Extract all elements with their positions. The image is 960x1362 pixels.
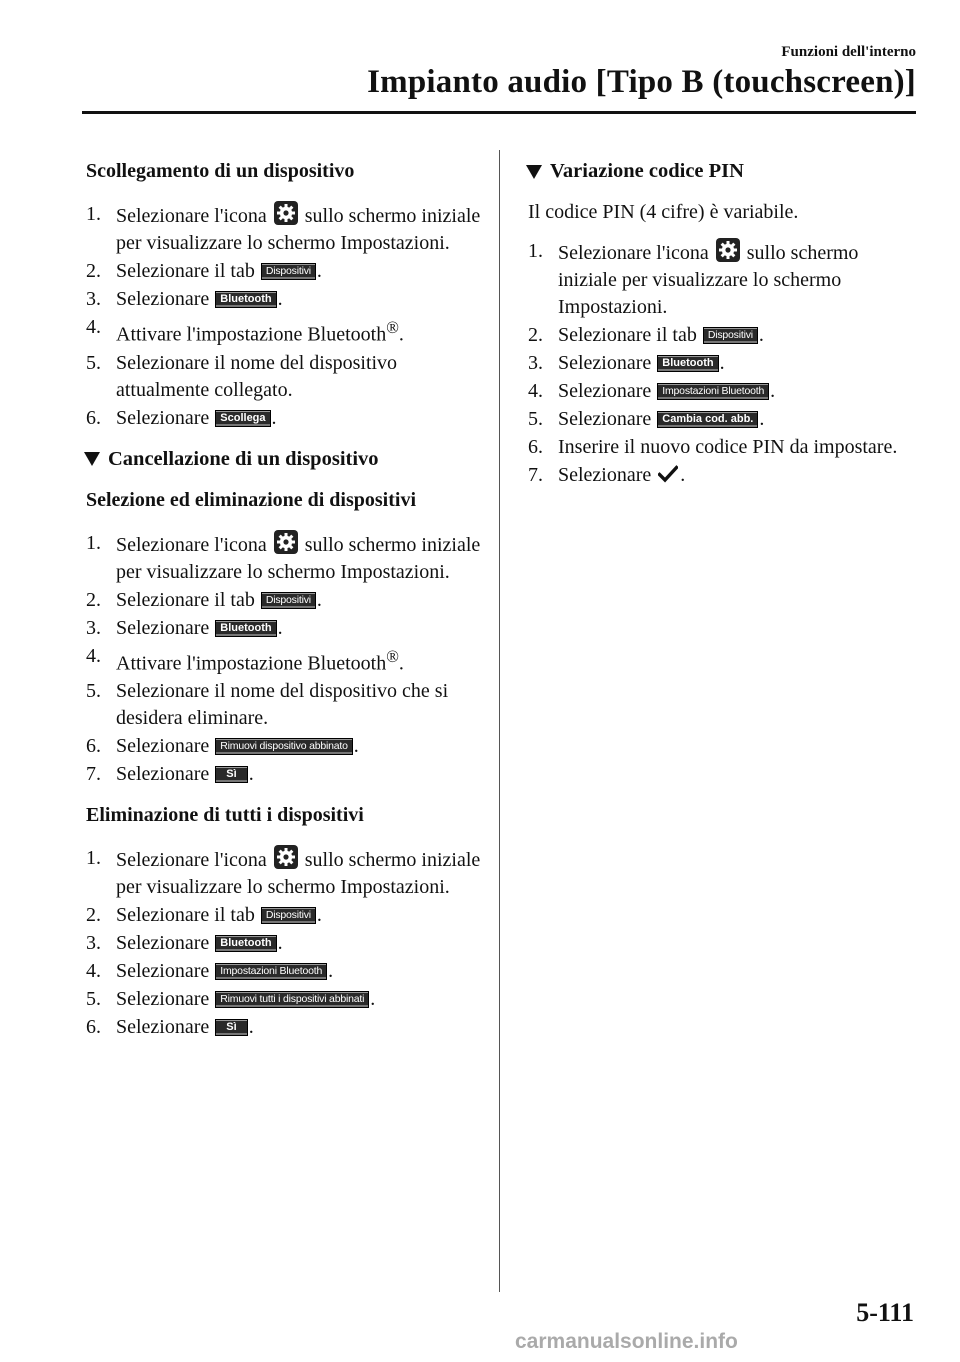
step-item [528,322,918,349]
step-item [86,405,486,432]
step-number: 1. [86,203,101,225]
step-text: . [277,616,283,639]
step-number: 3. [86,288,101,310]
step-number: 5. [86,988,101,1011]
step-item [86,902,486,929]
step-item [86,845,486,901]
disconnect-title: Scollegamento di un dispositivo [86,160,355,182]
pin-section-heading [526,160,918,183]
step-text: Selezionare l'icona [558,242,709,264]
remove-all-paired-button[interactable]: Rimuovi tutti i dispositivi abbinati [215,991,369,1008]
step-text: Selezionare [558,352,652,374]
step-number: 4. [86,960,101,983]
step-text: Selezionare il tab [116,588,255,611]
step-item [86,986,486,1013]
step-text: Selezionare [558,380,652,402]
step-number: 5. [528,408,543,430]
step-text: . [770,380,776,402]
step-text: Selezionare il tab [558,324,697,346]
step-item [86,350,486,404]
disconnect-steps [86,201,486,432]
step-number: 3. [86,616,101,639]
header-section-label: Funzioni dell'interno [781,44,916,60]
step-text: sullo schermo iniziale per visualizzare lo schermo Impostazioni. [116,533,481,583]
bluetooth-button[interactable]: Bluetooth [215,620,276,637]
step-item [528,434,918,461]
step-number: 6. [528,436,543,458]
step-item [86,643,486,678]
bluetooth-button[interactable]: Bluetooth [215,935,276,952]
pin-steps [528,238,918,489]
step-text: Selezionare l'icona [116,205,267,227]
gear-icon [716,238,740,262]
step-text: . [328,960,334,983]
step-text: Selezionare [116,932,210,955]
step-number: 3. [86,932,101,955]
yes-button[interactable]: Sì [215,766,247,783]
triangle-marker-icon [84,452,100,466]
left-column [86,160,486,1057]
step-item [86,958,486,985]
watermark[interactable]: carmanualsonline.info [515,1330,738,1353]
select-delete-steps [86,530,486,789]
step-text: . [680,464,686,486]
delete-section-title: Cancellazione di un dispositivo [108,447,379,470]
pin-section-title: Variazione codice PIN [550,160,744,182]
step-item [86,1014,486,1041]
step-item [528,406,918,433]
step-text: . [758,324,764,346]
step-number: 4. [86,644,101,667]
step-text: sullo schermo iniziale per visualizzare lo schermo Impostazioni. [116,205,481,254]
dispositivi-tab-button[interactable]: Dispositivi [261,592,316,609]
step-text: Selezionare [116,735,210,758]
gear-icon [274,201,298,225]
step-number: 3. [528,352,543,374]
delete-all-steps [86,845,486,1041]
step-text: sullo schermo iniziale per visualizzare lo schermo Impostazioni. [558,242,859,318]
step-text: . [759,408,765,430]
bluetooth-button[interactable]: Bluetooth [215,291,276,308]
step-text: . [248,763,254,786]
checkmark-icon[interactable] [658,464,678,482]
step-number: 5. [86,680,101,703]
step-text: . [316,904,322,927]
step-text: . [248,1016,254,1039]
column-divider [499,150,500,1292]
step-item [86,201,486,257]
step-number: 7. [528,464,543,486]
step-text: . [398,323,404,346]
step-number: 1. [528,240,543,262]
step-text: Selezionare [116,406,210,429]
registered-mark: ® [386,318,399,337]
step-number: 6. [86,1016,101,1039]
page-title: Impianto audio [Tipo B (touchscreen)] [367,64,916,100]
step-text: Selezionare il tab [116,904,255,927]
step-item [86,761,486,788]
remove-paired-device-button[interactable]: Rimuovi dispositivo abbinato [215,738,352,755]
gear-icon [274,530,298,554]
right-column [528,160,918,505]
step-text: . [271,406,277,429]
header-rule [82,111,916,114]
step-number: 2. [86,260,101,282]
step-number: 2. [528,324,543,346]
step-text: . [316,588,322,611]
delete-all-title: Eliminazione di tutti i dispositivi [86,804,364,827]
step-text: Selezionare [116,960,210,983]
scollega-button[interactable]: Scollega [215,410,270,427]
registered-mark: ® [386,646,399,666]
step-item [86,286,486,313]
step-number: 7. [86,763,101,786]
step-text: . [719,352,725,374]
step-text: . [398,652,404,675]
step-text: . [353,735,359,758]
step-item [86,615,486,642]
step-text: Attivare l'impostazione Bluetooth [116,652,387,675]
step-number: 4. [528,380,543,402]
step-number: 1. [86,531,101,554]
change-pin-button[interactable]: Cambia cod. abb. [657,411,758,428]
step-text: . [316,260,322,282]
step-item [86,733,486,760]
step-number: 5. [86,351,101,374]
step-item [86,930,486,957]
step-text: . [277,288,283,310]
triangle-marker-icon [526,165,542,179]
step-text: . [277,932,283,955]
step-item [86,530,486,586]
step-text: Selezionare l'icona [116,533,267,556]
step-text: Selezionare [558,408,652,430]
step-text: Inserire il nuovo codice PIN da impostare. [558,436,898,458]
gear-icon [274,845,298,869]
step-number: 2. [86,588,101,611]
step-item [528,238,918,321]
step-item [528,350,918,377]
step-text: Selezionare [116,616,210,639]
step-number: 6. [86,735,101,758]
pin-intro: Il codice PIN (4 cifre) è variabile. [528,201,799,223]
step-item [86,678,486,732]
step-text: Selezionare il nome del dispositivo che si desidera eliminare. [116,680,449,730]
step-text: Attivare l'impostazione Bluetooth [116,323,387,346]
step-text: Selezionare il nome del dispositivo attualmente collegato. [116,351,398,401]
step-item [528,462,918,489]
step-number: 4. [86,316,101,338]
step-number: 2. [86,904,101,927]
step-text: Selezionare [116,288,210,310]
step-text: sullo schermo iniziale per visualizzare lo schermo Impostazioni. [116,849,481,899]
step-text: Selezionare l'icona [116,849,267,872]
dispositivi-tab-button[interactable]: Dispositivi [261,263,316,280]
page-number: 5-111 [856,1298,914,1327]
step-number: 6. [86,406,101,429]
step-text: . [370,988,376,1011]
select-delete-title: Selezione ed eliminazione di dispositivi [86,488,417,511]
step-item [528,378,918,405]
bluetooth-button[interactable]: Bluetooth [657,355,718,372]
dispositivi-tab-button[interactable]: Dispositivi [261,907,316,924]
step-text: Selezionare il tab [116,260,255,282]
step-text: Selezionare [558,464,652,486]
dispositivi-tab-button[interactable]: Dispositivi [703,327,758,344]
step-number: 1. [86,847,101,870]
step-text: Selezionare [116,1016,210,1039]
bluetooth-settings-button[interactable]: Impostazioni Bluetooth [657,383,769,400]
step-item [86,314,486,349]
step-item [86,587,486,614]
bluetooth-settings-button[interactable]: Impostazioni Bluetooth [215,963,327,980]
step-text: Selezionare [116,988,210,1011]
delete-section-heading [84,448,486,471]
step-text: Selezionare [116,763,210,786]
step-item [86,258,486,285]
yes-button[interactable]: Sì [215,1019,247,1036]
